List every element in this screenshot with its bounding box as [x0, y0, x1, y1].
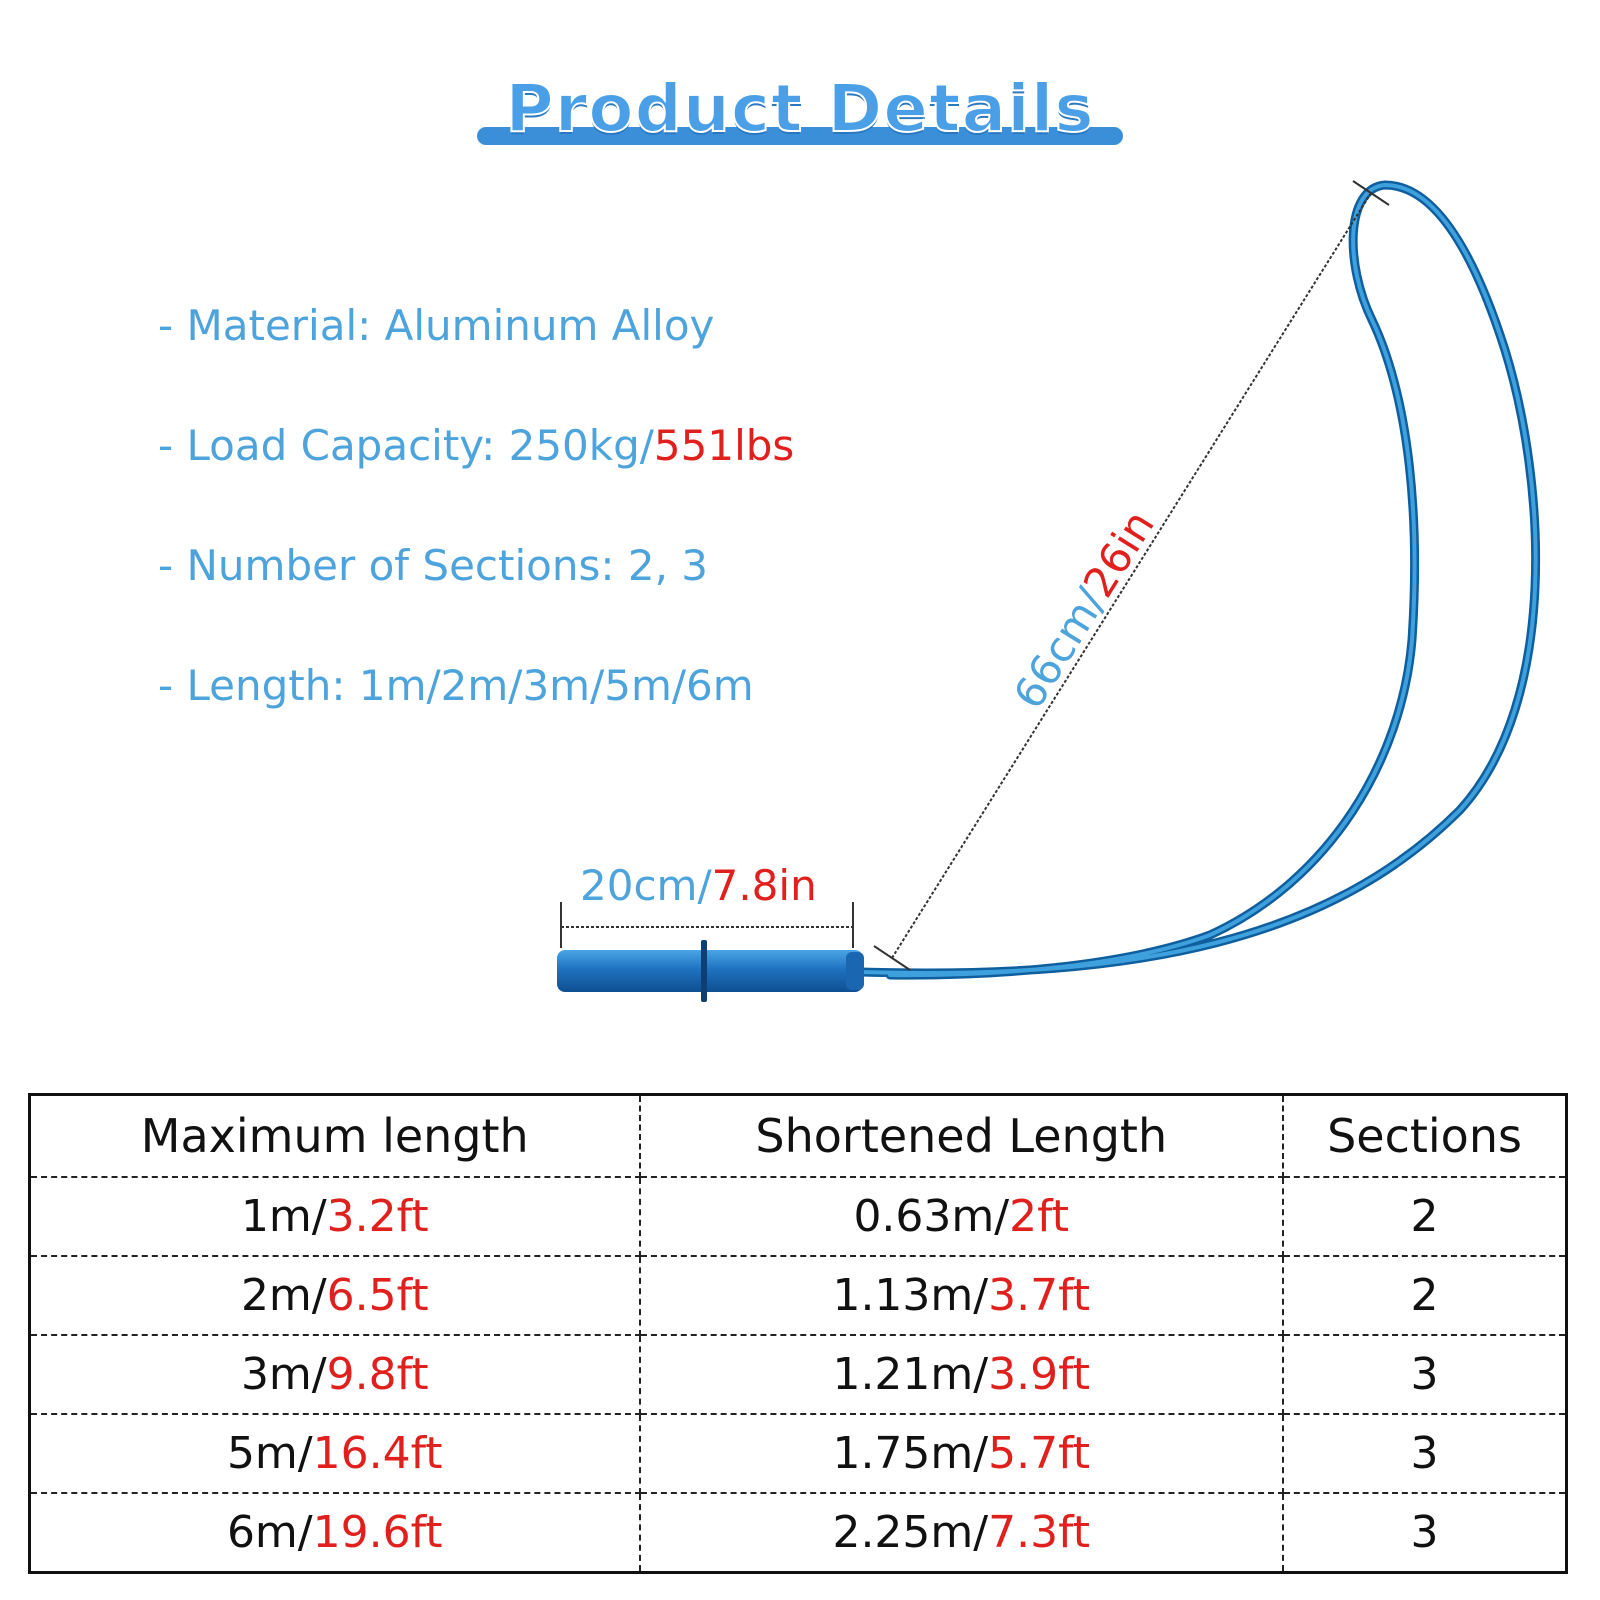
header-shortened-length: Shortened Length: [640, 1095, 1283, 1178]
table-header-row: [30, 1095, 1567, 1178]
short-metric: 1.75m/: [832, 1428, 989, 1479]
loop-dimension-tick-bottom: [874, 946, 910, 970]
cell-shortened-length: [640, 1335, 1283, 1414]
cell-max-length: [30, 1493, 640, 1573]
spec-value: 250kg/: [508, 421, 654, 470]
hook-loop-wire-shadow: [860, 185, 1536, 975]
spec-value: Aluminum Alloy: [384, 301, 715, 350]
cell-max-length: [30, 1414, 640, 1493]
max-metric: 2m/: [240, 1270, 327, 1321]
handle-pin: [701, 940, 707, 1002]
loop-dimension-label: [1004, 502, 1164, 717]
loop-dimension-imperial: 26in: [1073, 501, 1164, 606]
spec-label: - Length:: [158, 661, 359, 710]
cell-shortened-length: [640, 1177, 1283, 1256]
cell-max-length: [30, 1335, 640, 1414]
short-imperial: 3.7ft: [988, 1270, 1091, 1321]
handle-end-cap: [846, 952, 864, 990]
cell-shortened-length: [640, 1256, 1283, 1335]
handle-dimension-label: [580, 861, 817, 910]
short-metric: 0.63m/: [853, 1191, 1010, 1242]
handle-dimension-imperial: 7.8in: [711, 861, 817, 910]
loop-dimension-metric: 66cm/: [1003, 579, 1116, 718]
max-imperial: 16.4ft: [312, 1428, 443, 1479]
max-imperial: 3.2ft: [326, 1191, 429, 1242]
short-imperial: 7.3ft: [988, 1507, 1091, 1558]
table-row: [30, 1335, 1567, 1414]
hook-loop-wire: [860, 185, 1536, 975]
max-metric: 6m/: [226, 1507, 313, 1558]
max-metric: 1m/: [240, 1191, 327, 1242]
cell-sections: 3: [1283, 1414, 1567, 1493]
short-metric: 1.13m/: [832, 1270, 989, 1321]
short-imperial: 3.9ft: [988, 1349, 1091, 1400]
spec-label: - Number of Sections:: [158, 541, 628, 590]
header-sections: Sections: [1283, 1095, 1567, 1178]
spec-label: - Material:: [158, 301, 385, 350]
spec-value: 1m/2m/3m/5m/6m: [358, 661, 754, 710]
cell-sections: 2: [1283, 1256, 1567, 1335]
short-imperial: 2ft: [1009, 1191, 1070, 1242]
max-imperial: 19.6ft: [312, 1507, 443, 1558]
table-row: [30, 1414, 1567, 1493]
spec-label: - Load Capacity:: [158, 421, 509, 470]
short-imperial: 5.7ft: [988, 1428, 1091, 1479]
max-metric: 3m/: [240, 1349, 327, 1400]
cell-sections: 3: [1410, 1507, 1439, 1558]
table-row: [30, 1493, 1567, 1573]
spec-value-imperial: 551lbs: [653, 421, 795, 470]
table-row: [30, 1256, 1567, 1335]
max-imperial: 9.8ft: [326, 1349, 429, 1400]
size-table: [28, 1093, 1568, 1574]
cell-shortened-length: [640, 1414, 1283, 1493]
cell-shortened-length: [640, 1493, 1283, 1573]
spec-value: 2, 3: [627, 541, 708, 590]
short-metric: 1.21m/: [832, 1349, 989, 1400]
cell-sections: 3: [1283, 1335, 1567, 1414]
cell-max-length: [30, 1256, 640, 1335]
page-title: Product Details: [505, 70, 1095, 147]
cell-sections: 2: [1283, 1177, 1567, 1256]
max-imperial: 6.5ft: [326, 1270, 429, 1321]
max-metric: 5m/: [226, 1428, 313, 1479]
hook-handle: [557, 950, 863, 992]
table-row: [30, 1177, 1567, 1256]
short-metric: 2.25m/: [832, 1507, 989, 1558]
cell-max-length: [30, 1177, 640, 1256]
handle-dimension-metric: 20cm/: [580, 861, 712, 910]
header-maximum-length: Maximum length: [30, 1095, 640, 1178]
